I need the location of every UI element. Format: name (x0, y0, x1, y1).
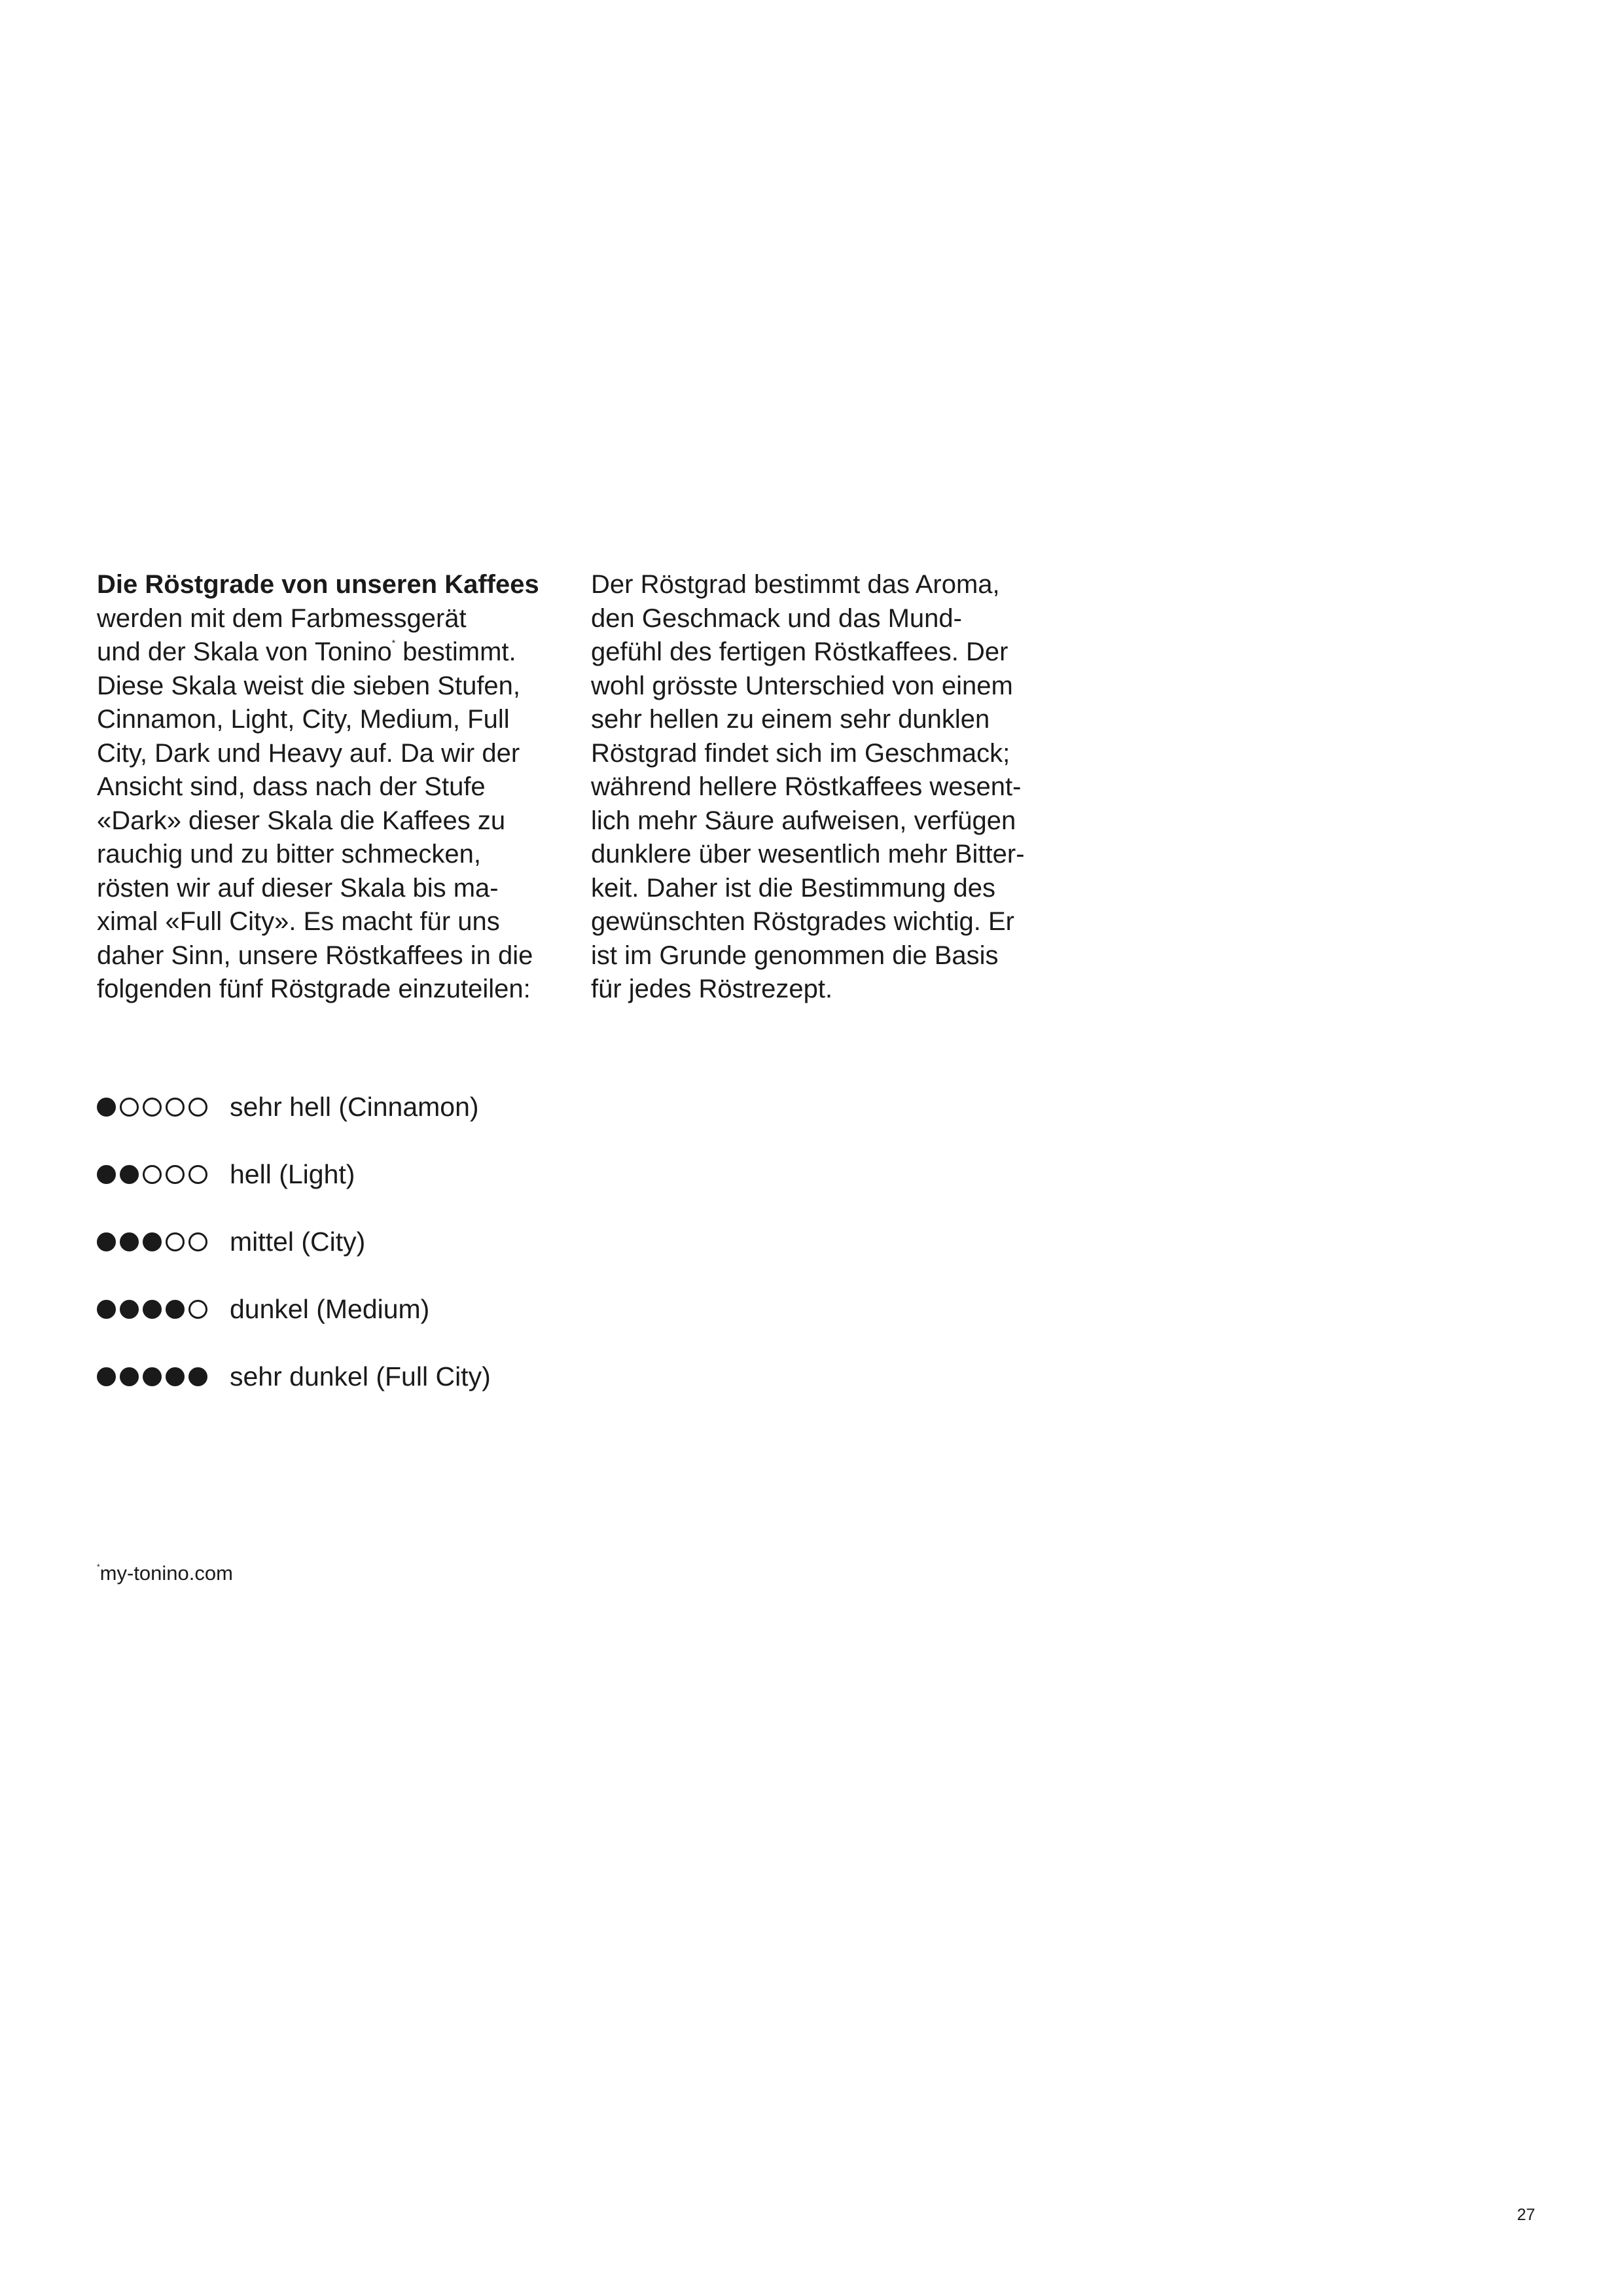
body-line: «Dark» dieser Skala die Kaffees zu (97, 806, 506, 835)
footnote (97, 1562, 233, 1585)
body-line: für jedes Röstrezept. (591, 975, 833, 1003)
roast-scale-item (97, 1073, 491, 1141)
roast-level-dots (97, 1232, 230, 1251)
body-line: sehr hellen zu einem sehr dunklen (591, 705, 990, 734)
body-line: Der Röstgrad bestimmt das Aroma, (591, 570, 1000, 599)
intro-heading: Die Röstgrade von unseren Kaffees (97, 570, 539, 599)
filled-dot-icon (143, 1300, 162, 1319)
body-line: folgenden fünf Röstgrade einzuteilen: (97, 975, 531, 1003)
right-column (591, 568, 1062, 1007)
body-line: gewünschten Röstgrades wichtig. Er (591, 907, 1014, 936)
body-line: lich mehr Säure aufweisen, verfügen (591, 806, 1016, 835)
body-line: daher Sinn, unsere Röstkaffees in die (97, 941, 533, 970)
filled-dot-icon (143, 1367, 162, 1386)
body-line: wohl grösste Unterschied von einem (591, 671, 1013, 700)
body-line: während hellere Röstkaffees wesent- (591, 772, 1022, 801)
filled-dot-icon (166, 1300, 185, 1319)
body-line: dunklere über wesentlich mehr Bitter- (591, 840, 1025, 869)
body-line: werden mit dem Farbmessgerät (97, 603, 467, 633)
filled-dot-icon (120, 1232, 139, 1251)
body-line-part: bestimmt. (395, 637, 516, 666)
roast-scale-item (97, 1276, 491, 1343)
roast-level-dots (97, 1300, 230, 1319)
filled-dot-icon (97, 1232, 116, 1251)
body-line: Röstgrad findet sich im Geschmack; (591, 738, 1010, 768)
filled-dot-icon (188, 1367, 207, 1386)
empty-dot-icon (188, 1165, 207, 1184)
roast-level-dots (97, 1098, 230, 1117)
filled-dot-icon (97, 1165, 116, 1184)
footnote-mark: * (97, 1562, 100, 1571)
roast-scale-list (97, 1073, 491, 1410)
empty-dot-icon (120, 1098, 139, 1117)
filled-dot-icon (97, 1098, 116, 1117)
roast-level-dots (97, 1367, 230, 1386)
filled-dot-icon (143, 1232, 162, 1251)
filled-dot-icon (97, 1367, 116, 1386)
filled-dot-icon (120, 1165, 139, 1184)
empty-dot-icon (166, 1098, 185, 1117)
body-line-part: und der Skala von Tonino (97, 637, 392, 666)
empty-dot-icon (143, 1098, 162, 1117)
body-line: Diese Skala weist die sieben Stufen, (97, 671, 521, 700)
filled-dot-icon (120, 1367, 139, 1386)
roast-level-label: mittel (City) (230, 1227, 366, 1257)
roast-scale-item (97, 1343, 491, 1410)
left-column (97, 568, 568, 1007)
body-line: Ansicht sind, dass nach der Stufe (97, 772, 486, 801)
empty-dot-icon (188, 1300, 207, 1319)
body-line: rauchig und zu bitter schmecken, (97, 840, 481, 869)
empty-dot-icon (166, 1232, 185, 1251)
footnote-mark: * (391, 637, 396, 648)
footnote-link[interactable]: my-tonino.com (99, 1562, 233, 1585)
filled-dot-icon (120, 1300, 139, 1319)
roast-scale-item (97, 1208, 491, 1276)
body-line: Cinnamon, Light, City, Medium, Full (97, 705, 510, 734)
body-line: keit. Daher ist die Bestimmung des (591, 873, 996, 903)
roast-level-label: hell (Light) (230, 1159, 355, 1189)
body-line-with-footnote (97, 636, 568, 670)
empty-dot-icon (143, 1165, 162, 1184)
roast-level-label: dunkel (Medium) (230, 1294, 430, 1324)
roast-level-label: sehr hell (Cinnamon) (230, 1092, 479, 1122)
empty-dot-icon (166, 1165, 185, 1184)
roast-scale-item (97, 1141, 491, 1208)
body-line: City, Dark und Heavy auf. Da wir der (97, 738, 520, 768)
roast-level-dots (97, 1165, 230, 1184)
body-line: gefühl des fertigen Röstkaffees. Der (591, 637, 1008, 666)
page-number: 27 (1517, 2206, 1535, 2224)
body-line: rösten wir auf dieser Skala bis ma- (97, 873, 499, 903)
empty-dot-icon (188, 1098, 207, 1117)
roast-level-label: sehr dunkel (Full City) (230, 1361, 491, 1391)
filled-dot-icon (166, 1367, 185, 1386)
body-line: ximal «Full City». Es macht für uns (97, 907, 500, 936)
body-line: den Geschmack und das Mund- (591, 603, 962, 633)
body-line: ist im Grunde genommen die Basis (591, 941, 999, 970)
empty-dot-icon (188, 1232, 207, 1251)
filled-dot-icon (97, 1300, 116, 1319)
